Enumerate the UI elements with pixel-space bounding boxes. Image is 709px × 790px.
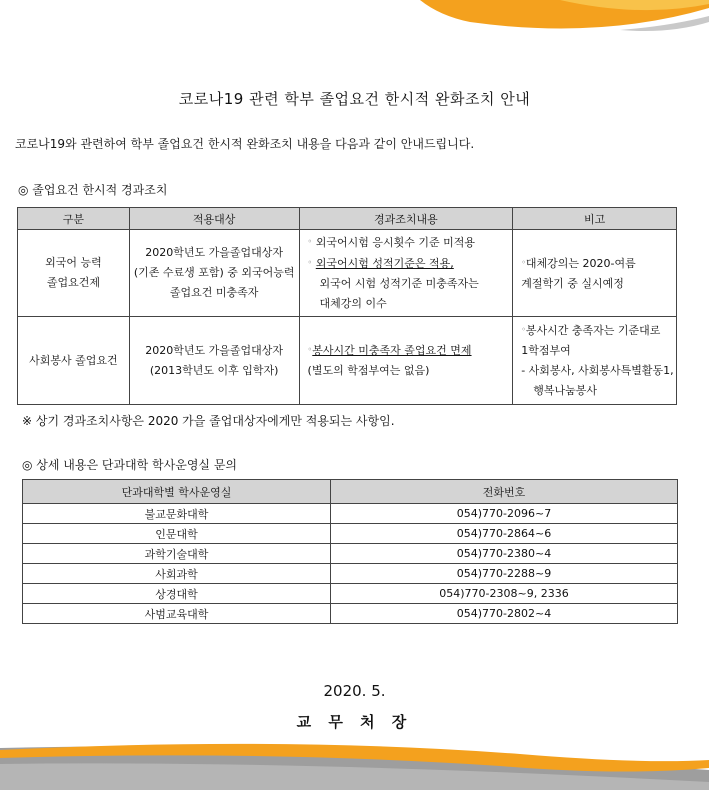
college-name: 사범교육대학 xyxy=(23,604,331,624)
table-row xyxy=(23,504,678,524)
target-line: 졸업요건 미충족자 xyxy=(169,286,259,299)
note-line: 봉사시간 충족자는 기준대로 xyxy=(525,324,661,337)
category-line: 사회봉사 졸업요건 xyxy=(29,353,118,367)
column-header-office: 단과대학별 학사운영실 xyxy=(23,480,331,504)
contacts-table xyxy=(22,479,678,624)
content-line: 대체강의 이수 xyxy=(319,297,387,310)
row-target xyxy=(129,230,299,317)
phone-number: 054)770-2802~4 xyxy=(331,604,678,624)
row-category xyxy=(18,230,130,317)
table-row xyxy=(18,317,677,405)
section-heading-measures: ◎ 졸업요건 한시적 경과조치 xyxy=(18,183,168,197)
phone-number: 054)770-2864~6 xyxy=(331,524,678,544)
signer: 교 무 처 장 xyxy=(296,713,413,731)
footnote: ※ 상기 경과조치사항은 2020 가을 졸업대상자에게만 적용되는 사항임. xyxy=(22,414,395,428)
row-note xyxy=(513,317,677,405)
content-line: (별도의 학점부여는 없음) xyxy=(307,364,430,377)
column-header-content: 경과조치내용 xyxy=(299,208,513,230)
bullet-icon: ◦ xyxy=(307,258,313,267)
row-content xyxy=(299,230,513,317)
bullet-icon: ◦ xyxy=(521,325,526,334)
note-line: 1학점부여 xyxy=(521,344,571,357)
table-row xyxy=(18,230,677,317)
phone-number: 054)770-2380~4 xyxy=(331,544,678,564)
table-row xyxy=(23,524,678,544)
note-line: 행복나눔봉사 xyxy=(533,384,597,397)
column-header-note: 비고 xyxy=(513,208,677,230)
content-line: 외국어 시험 성적기준 미충족자는 xyxy=(319,277,479,290)
target-line: 2020학년도 가을졸업대상자 xyxy=(145,343,284,357)
bullet-icon: ◦ xyxy=(521,257,526,267)
target-line: (2013학년도 이후 입학자) xyxy=(149,363,279,377)
college-name: 불교문화대학 xyxy=(23,504,331,524)
table-row xyxy=(23,604,678,624)
table-row xyxy=(23,544,678,564)
college-name: 과학기술대학 xyxy=(23,544,331,564)
footer-decoration xyxy=(0,730,709,790)
row-category xyxy=(18,317,130,405)
table-row xyxy=(23,584,678,604)
target-line: 2020학년도 가을졸업대상자 xyxy=(145,246,284,259)
header-decoration xyxy=(0,0,709,50)
college-name: 사회과학 xyxy=(23,564,331,584)
section-heading-contacts: ◎ 상세 내용은 단과대학 학사운영실 문의 xyxy=(22,458,238,472)
note-line: - 사회봉사, 사회봉사특별활동1, xyxy=(521,364,674,377)
table-row xyxy=(23,564,678,584)
phone-number: 054)770-2308~9, 2336 xyxy=(331,584,678,604)
issue-date: 2020. 5. xyxy=(323,682,386,700)
measures-table xyxy=(17,207,677,405)
phone-number: 054)770-2288~9 xyxy=(331,564,678,584)
college-name: 상경대학 xyxy=(23,584,331,604)
category-line: 졸업요건제 xyxy=(46,276,100,289)
target-line: (기존 수료생 포함) 중 외국어능력 xyxy=(133,266,295,279)
column-header-target: 적용대상 xyxy=(129,208,299,230)
content-line: 외국어시험 응시횟수 기준 미적용 xyxy=(315,236,476,249)
college-name: 인문대학 xyxy=(23,524,331,544)
phone-number: 054)770-2096~7 xyxy=(331,504,678,524)
note-line: 계절학기 중 실시예정 xyxy=(521,276,624,290)
row-target xyxy=(129,317,299,405)
row-note xyxy=(513,230,677,317)
row-content xyxy=(299,317,513,405)
bullet-icon: ◦ xyxy=(307,345,313,354)
content-line: 봉사시간 미충족자 졸업요건 면제 xyxy=(312,344,472,357)
column-header-category: 구분 xyxy=(18,208,130,230)
page-title: 코로나19 관련 학부 졸업요건 한시적 완화조치 안내 xyxy=(178,90,531,108)
bullet-icon: ◦ xyxy=(307,237,313,246)
content-line: 외국어시험 성적기준은 적용, xyxy=(315,257,454,270)
intro-text: 코로나19와 관련하여 학부 졸업요건 한시적 완화조치 내용을 다음과 같이 안내드립니다. xyxy=(15,137,475,151)
category-line: 외국어 능력 xyxy=(45,256,102,269)
column-header-phone: 전화번호 xyxy=(331,480,678,504)
note-line: 대체강의는 2020-여름 xyxy=(525,256,636,270)
